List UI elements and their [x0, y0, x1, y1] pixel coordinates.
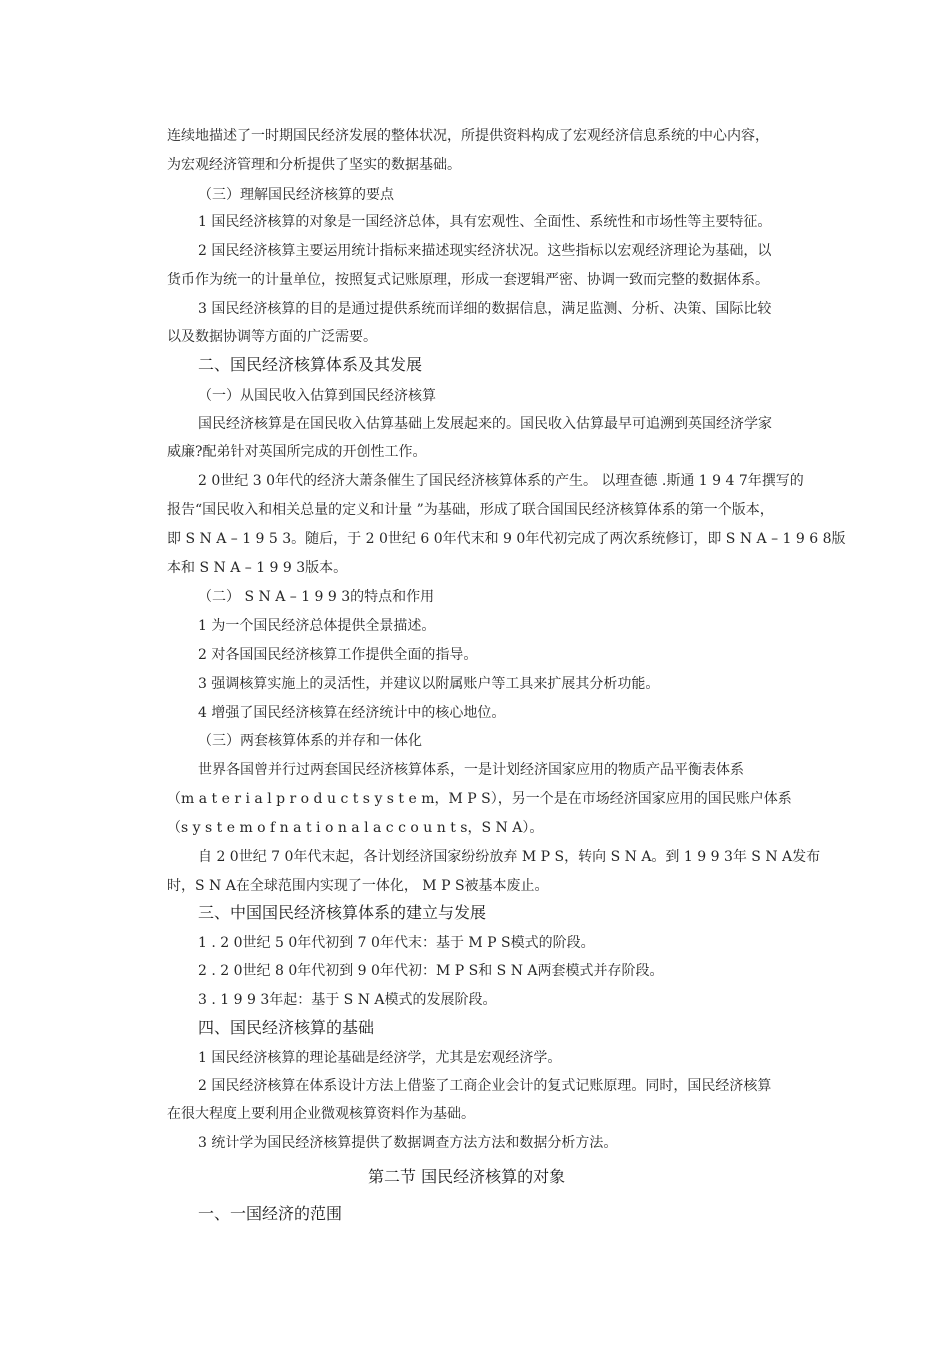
section-heading: 一、一国经济的范围: [198, 1204, 343, 1223]
paragraph-line: 2 0世纪 3 0年代的经济大萧条催生了国民经济核算体系的产生。 以理查德 .斯通 1 9 4 7年撰写的: [198, 473, 804, 489]
paragraph-line: 为宏观经济管理和分析提供了坚实的数据基础。: [167, 157, 461, 173]
chapter-section-title: 第二节 国民经济核算的对象: [368, 1167, 566, 1186]
paragraph-line: 货币作为统一的计量单位，按照复式记账原理，形成一套逻辑严密、协调一致而完整的数据体系。: [167, 272, 769, 288]
section-heading: 四、国民经济核算的基础: [198, 1018, 375, 1037]
paragraph-line: （s y s t e m o f n a t i o n a l a c c o u n t s，S N A）。: [167, 820, 544, 836]
list-item: 2 国民经济核算在体系设计方法上借鉴了工商企业会计的复式记账原理。同时，国民经济核算: [198, 1078, 772, 1094]
subheading: （一）从国民收入估算到国民经济核算: [198, 388, 436, 404]
paragraph-line: 本和 S N A – 1 9 9 3版本。: [167, 560, 348, 576]
paragraph-line: 威廉?配弟针对英国所完成的开创性工作。: [167, 444, 427, 460]
list-item: 2 . 2 0世纪 8 0年代初到 9 0年代初：M P S和 S N A两套模式并存阶段。: [198, 963, 664, 979]
paragraph-line: （m a t e r i a l p r o d u c t s y s t e m，M P S），另一个是在市场经济国家应用的国民账户体系: [167, 791, 792, 807]
section-heading: 二、国民经济核算体系及其发展: [198, 355, 423, 374]
section-heading: 三、中国国民经济核算体系的建立与发展: [198, 903, 487, 922]
list-item: 3 强调核算实施上的灵活性，并建议以附属账户等工具来扩展其分析功能。: [198, 676, 660, 692]
paragraph-line: 连续地描述了一时期国民经济发展的整体状况，所提供资料构成了宏观经济信息系统的中心内容，: [167, 128, 769, 144]
paragraph-line: 世界各国曾并行过两套国民经济核算体系，一是计划经济国家应用的物质产品平衡表体系: [198, 762, 744, 778]
list-item: 4 增强了国民经济核算在经济统计中的核心地位。: [198, 705, 506, 721]
list-item: 2 国民经济核算主要运用统计指标来描述现实经济状况。这些指标以宏观经济理论为基础，以: [198, 243, 772, 259]
list-item: 1 国民经济核算的对象是一国经济总体，具有宏观性、全面性、系统性和市场性等主要特征。: [198, 214, 772, 230]
paragraph-line: 自 2 0世纪 7 0年代末起，各计划经济国家纷纷放弃 M P S，转向 S N A。到 1 9 9 3年 S N A发布: [198, 849, 821, 865]
list-item: 3 统计学为国民经济核算提供了数据调查方法方法和数据分析方法。: [198, 1135, 618, 1151]
list-item: 3 . 1 9 9 3年起：基于 S N A模式的发展阶段。: [198, 992, 497, 1008]
list-item: 1 . 2 0世纪 5 0年代初到 7 0年代末：基于 M P S模式的阶段。: [198, 935, 595, 951]
subheading: （三）两套核算体系的并存和一体化: [198, 733, 422, 749]
subheading: （三）理解国民经济核算的要点: [198, 187, 394, 203]
paragraph-line: 国民经济核算是在国民收入估算基础上发展起来的。国民收入估算最早可追溯到英国经济学家: [198, 416, 772, 432]
list-item: 3 国民经济核算的目的是通过提供系统而详细的数据信息，满足监测、分析、决策、国际比较: [198, 301, 772, 317]
paragraph-line: 以及数据协调等方面的广泛需要。: [167, 329, 377, 345]
list-item: 1 为一个国民经济总体提供全景描述。: [198, 618, 436, 634]
list-item: 2 对各国国民经济核算工作提供全面的指导。: [198, 647, 478, 663]
list-item: 1 国民经济核算的理论基础是经济学，尤其是宏观经济学。: [198, 1050, 562, 1066]
paragraph-line: 报告“国民收入和相关总量的定义和计量 ”为基础，形成了联合国国民经济核算体系的第一个版本，: [167, 502, 774, 518]
paragraph-line: 在很大程度上要利用企业微观核算资料作为基础。: [167, 1106, 475, 1122]
paragraph-line: 即 S N A – 1 9 5 3。随后，于 2 0世纪 6 0年代末和 9 0年代初完成了两次系统修订，即 S N A – 1 9 6 8版: [167, 531, 846, 547]
subheading: （二） S N A – 1 9 9 3的特点和作用: [198, 589, 435, 605]
paragraph-line: 时，S N A在全球范围内实现了一体化， M P S被基本废止。: [167, 878, 549, 894]
